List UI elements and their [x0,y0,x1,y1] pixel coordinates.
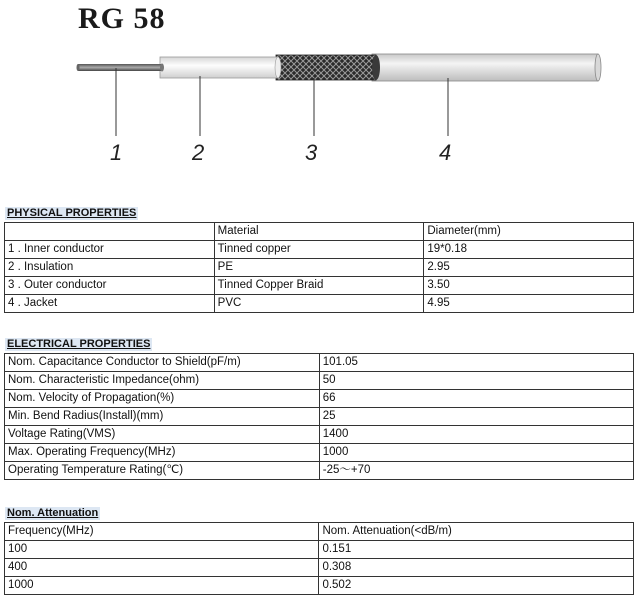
table-row [5,241,634,259]
table-row [5,277,634,295]
label-4: 4 [439,140,452,165]
table-cell: 0.502 [319,577,634,595]
table-cell: 1000 [5,577,319,595]
physical-properties-table [4,222,634,313]
table-cell: 4.95 [424,295,634,313]
table-cell: 100 [5,541,319,559]
table-cell: 66 [319,390,633,408]
table-row [5,559,634,577]
label-1: 1 [110,140,123,165]
table-cell: Nom. Velocity of Propagation(%) [5,390,320,408]
header-cell [5,223,215,241]
table-cell: Tinned copper [214,241,424,259]
table-row [5,372,634,390]
attenuation-table [4,522,634,595]
label-3: 3 [305,140,318,165]
table-cell: 2.95 [424,259,634,277]
table-cell: 4 . Jacket [5,295,215,313]
table-cell: 2 . Insulation [5,259,215,277]
table-cell: 0.308 [319,559,634,577]
table-cell: Operating Temperature Rating(℃) [5,462,320,480]
table-header-row [5,523,634,541]
inner-conductor [78,64,162,71]
table-cell: Max. Operating Frequency(MHz) [5,444,320,462]
table-row [5,295,634,313]
header-cell: Frequency(MHz) [5,523,319,541]
header-cell: Nom. Attenuation(<dB/m) [319,523,634,541]
page-title: RG 58 [78,2,166,35]
table-cell: Nom. Characteristic Impedance(ohm) [5,372,320,390]
table-row [5,577,634,595]
table-cell: Min. Bend Radius(Install)(mm) [5,408,320,426]
cable-cross-section-illustration [0,40,640,140]
table-cell: 1000 [319,444,633,462]
table-cell: 0.151 [319,541,634,559]
header-cell: Diameter(mm) [424,223,634,241]
table-cell: 1400 [319,426,633,444]
table-row [5,354,634,372]
table-cell: 19*0.18 [424,241,634,259]
table-cell: 50 [319,372,633,390]
outer-conductor-braid [276,55,376,80]
attenuation-heading: Nom. Attenuation [7,507,99,519]
table-row [5,259,634,277]
table-cell: Tinned Copper Braid [214,277,424,295]
header-cell: Material [214,223,424,241]
table-cell: 400 [5,559,319,577]
jacket [372,54,598,81]
table-cell: PE [214,259,424,277]
table-cell: Voltage Rating(VMS) [5,426,320,444]
table-row [5,426,634,444]
table-cell: 3.50 [424,277,634,295]
table-row [5,541,634,559]
table-cell: 101.05 [319,354,633,372]
electrical-properties-table [4,353,634,480]
table-row [5,444,634,462]
table-cell: 25 [319,408,633,426]
table-row [5,390,634,408]
physical-properties-heading: PHYSICAL PROPERTIES [7,207,137,219]
table-cell: PVC [214,295,424,313]
table-row [5,408,634,426]
label-2: 2 [192,140,205,165]
table-cell: -25～+70 [319,462,633,480]
table-header-row [5,223,634,241]
insulation [160,57,278,78]
electrical-properties-heading: ELECTRICAL PROPERTIES [7,338,151,350]
table-cell: Nom. Capacitance Conductor to Shield(pF/m) [5,354,320,372]
table-cell: 1 . Inner conductor [5,241,215,259]
table-row [5,462,634,480]
table-cell: 3 . Outer conductor [5,277,215,295]
